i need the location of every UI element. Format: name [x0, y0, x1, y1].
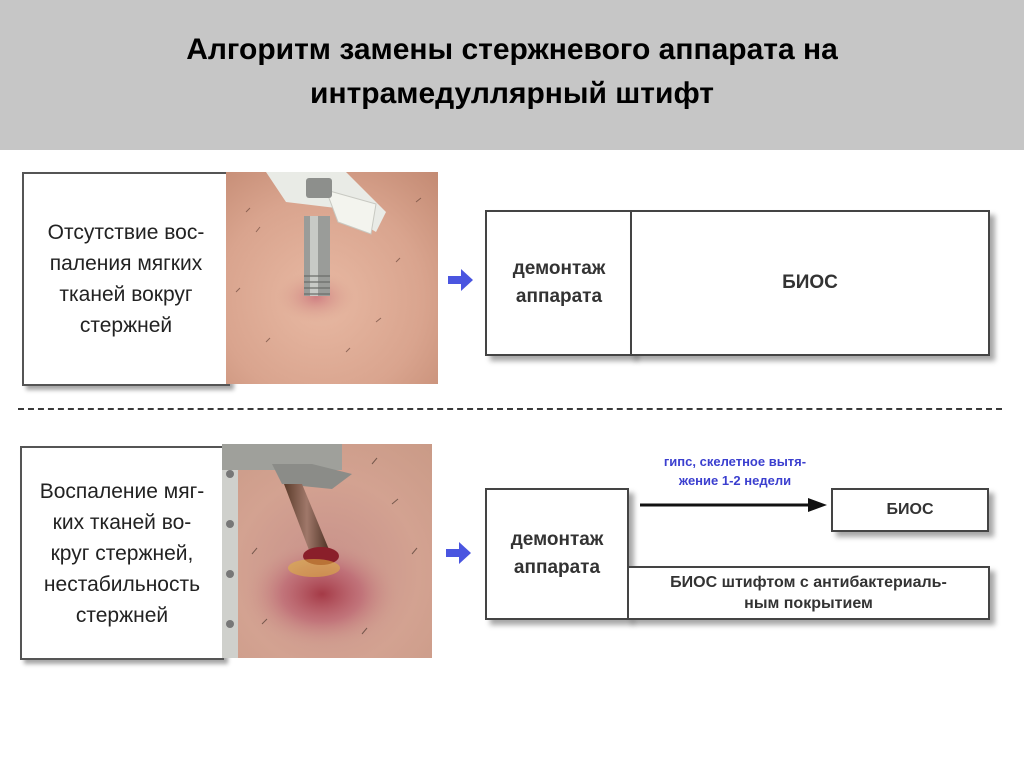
- top-dismantle-line-1: демонтаж: [512, 258, 606, 279]
- bottom-bios-box: [831, 488, 989, 532]
- top-condition-box: [22, 172, 230, 386]
- right-arrow-icon: [448, 268, 474, 292]
- top-dismantle-line-2: аппарата: [515, 286, 603, 307]
- bios-antibacterial-line-1: БИОС штифтом с антибактериаль-: [670, 574, 947, 591]
- title-line-2: интрамедуллярный штифт: [310, 77, 714, 110]
- bios-antibacterial-line-2: ным покрытием: [744, 595, 873, 612]
- top-condition-line-3: тканей вокруг: [59, 283, 193, 306]
- traction-note-line-1: гипс, скелетное вытя-: [663, 454, 807, 469]
- dashed-divider: [18, 408, 1002, 410]
- bottom-condition-line-3: круг стержней,: [50, 541, 194, 565]
- bottom-condition-box: [20, 446, 224, 660]
- top-bios-box: [630, 210, 990, 356]
- bottom-condition-line-5: стержней: [75, 603, 169, 627]
- inflamed-pin-site-image: [222, 444, 432, 658]
- skin-with-pin-image: [226, 172, 438, 384]
- top-bios-label: БИОС: [782, 272, 838, 293]
- top-condition-line-2: паления мягких: [49, 252, 203, 275]
- bottom-dismantle-line-1: демонтаж: [510, 529, 604, 550]
- traction-note-line-2: жение 1-2 недели: [678, 473, 792, 488]
- title-line-1: Алгоритм замены стержневого аппарата на: [186, 33, 838, 66]
- bottom-condition-line-1: Воспаление мяг-: [39, 479, 205, 503]
- top-condition-line-4: стержней: [79, 314, 173, 337]
- top-condition-line-1: Отсутствие вос-: [47, 221, 205, 244]
- bios-antibacterial-box: [627, 566, 990, 620]
- page-title: [60, 28, 964, 116]
- top-dismantle-box: [485, 210, 633, 356]
- bottom-dismantle-line-2: аппарата: [513, 557, 601, 578]
- long-right-arrow-icon: [640, 497, 828, 513]
- top-clinical-photo: [226, 172, 438, 384]
- bottom-clinical-photo: [222, 444, 432, 658]
- traction-note: [640, 452, 830, 490]
- right-arrow-icon: [446, 541, 472, 565]
- bottom-bios-label: БИОС: [886, 501, 934, 518]
- bottom-condition-line-2: ких тканей во-: [52, 510, 192, 534]
- bottom-dismantle-box: [485, 488, 629, 620]
- bottom-condition-line-4: нестабильность: [43, 572, 201, 596]
